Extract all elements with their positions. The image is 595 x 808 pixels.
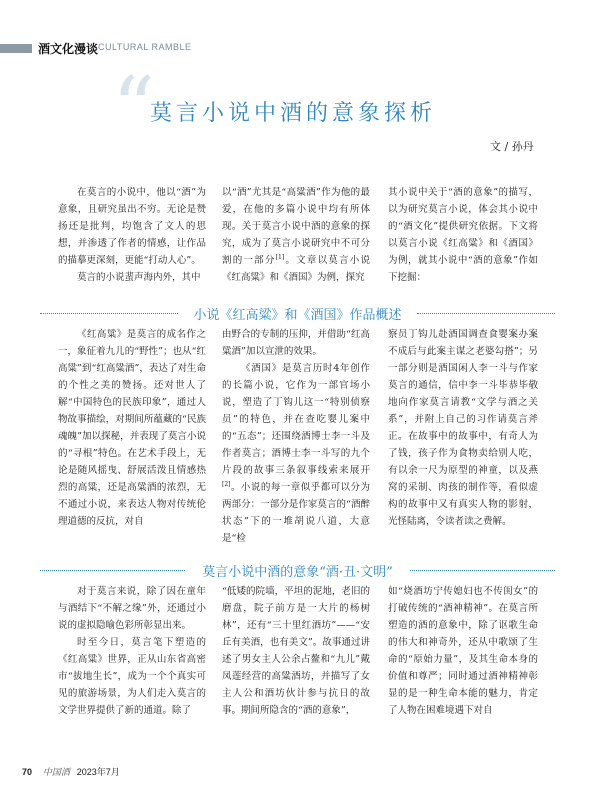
section-heading-text: 莫言小说中酒的意象“酒·丑·文明” bbox=[202, 565, 393, 580]
intro-column-1 bbox=[58, 184, 206, 302]
article-title: 莫言小说中酒的意象探析 bbox=[150, 101, 437, 126]
section1-column-1 bbox=[58, 326, 206, 551]
section2-column-3 bbox=[388, 583, 538, 758]
paragraph: “低矮的院墙，平坦的泥地，老旧的磨盘，院子前方是一大片的杨树林”，还有“三十里红酒坊”——“安丘有美酒，也有美文”。故事通过讲述了男女主人公余占鳌和“九儿”戴凤莲经营的高粱酒坊，并描写了女主人公和酒坊伙计参与抗日的故事。期间所隐含的“酒的意象”， bbox=[222, 586, 370, 716]
issue-date: 2023年7月 bbox=[76, 767, 120, 777]
section-label-english: CULTURAL RAMBLE bbox=[98, 42, 192, 52]
paragraph: 以“酒”尤其是“高粱酒”作为他的最爱，在他的多篇小说中均有所体现。关于莫言小说中酒的意象的探究，成为了莫言小说研究中不可分割的一部分[1]。文章以莫言小说《红高粱》和《酒国》为例，探究 bbox=[222, 187, 370, 283]
section2-column-1 bbox=[58, 583, 206, 758]
intro-column-2 bbox=[222, 184, 370, 302]
citation-marker: [2] bbox=[222, 480, 231, 488]
paragraph: 《红高粱》是莫言的成名作之一，象征着九儿的“野性”；也从“红高粱”到“红高粱酒”，表达了对生命的个性之美的赞扬。还对世人了解“中国特色的民族印象”，通过人物故事描绘，对期间所蕴藏的“民族魂魄”加以探秘，并表现了莫言小说的“寻根”特色。在艺术手段上，无论是随风摇曳、舒展活泼且情感热烈的高粱，还是高粱酒的浓烈，无不通过小说，来表达人物对传统伦理道德的反抗，对自 bbox=[58, 329, 206, 527]
page-footer bbox=[22, 765, 120, 778]
section-label: 酒文化漫谈 bbox=[38, 42, 99, 56]
section-heading-2 bbox=[40, 561, 555, 579]
author-byline: 文 / 孙丹 bbox=[490, 140, 534, 153]
paragraph: 对于莫言来说，除了因在童年与酒结下“不解之缘”外，还通过小说的虚拟隐喻色彩所彰显出来。 bbox=[58, 586, 206, 631]
section2-column-2 bbox=[222, 583, 370, 758]
paragraph: 由野合的专制的压抑，并借助“红高粱酒”加以宣泄的效果。 bbox=[222, 329, 370, 357]
citation-marker: [1] bbox=[275, 253, 285, 261]
paragraph: 察员丁钩儿赴酒国调查食婴案办案不成后与此案主谋之老婆勾搭”；另一部分则是酒国闲人李一斗与作家莫言的通信，信中李一斗毕恭毕敬地向作家莫言请教“文学与酒之关系”，并附上自己的习作请莫言斧正。在故事中的故事中，有奇人为了钱，孩子作为食物卖给别人吃，有以余一尺为原型的神童，以及燕窝的采制、肉孩的制作等，看似虚构的故事中又有真实人物的影射，光怪陆离，令读者读之费解。 bbox=[388, 329, 538, 527]
decorative-quote-mark: “ bbox=[112, 59, 155, 157]
section-heading-text: 小说《红高粱》和《酒国》作品概述 bbox=[193, 308, 402, 323]
paragraph: 《酒国》是莫言历时4年创作的长篇小说，它作为一部官场小说，塑造了丁钩儿这一“特别侦察员”的特色，并在查吃婴儿案中的“五态”；还围绕酒博士李一斗及作者莫言；酒博士李一斗写的九个片段的故事三条叙事线索来展开[2]。小说的每一章似乎都可以分为两部分：一部分是作家莫言的“酒醉状态”下的一堆胡说八道，大意是“检 bbox=[222, 363, 370, 544]
paragraph: 时至今日，莫言笔下塑造的《红高粱》世界，正从山东省高密市“拔地生长”，成为一个个真实可见的旅游场景，为人们走入莫言的文学世界提供了新的通道。除了 bbox=[58, 637, 206, 716]
section1-column-3 bbox=[388, 326, 538, 551]
paragraph: 在莫言的小说中，他以“酒”为意象，且研究虽出不穷。无论是赞扬还是批判，均饱含了文人的思想，并渗透了作者的情感，让作品的描摹更深刻，更能“打动人心”。 bbox=[58, 187, 206, 266]
page-number: 70 bbox=[22, 767, 33, 777]
magazine-name: 中国酒 bbox=[42, 768, 70, 778]
heading-rule-right bbox=[410, 570, 555, 572]
paragraph: 莫言的小说蜚声海内外，其中 bbox=[77, 272, 201, 283]
paragraph: 其小说中关于“酒的意象”的描写，以为研究莫言小说，体会其小说中的“酒文化”提供研究依据。下文将以莫言小说《红高粱》和《酒国》为例，就其小说中“酒的意象”作如下挖掘： bbox=[388, 187, 538, 283]
heading-rule-right bbox=[417, 313, 555, 315]
section-heading-1 bbox=[40, 304, 555, 322]
section1-column-2 bbox=[222, 326, 370, 551]
header-color-bar bbox=[0, 44, 32, 53]
paragraph: 如“烧酒坊宁传媳妇也不传闺女”的打破传统的“酒神精神”。在莫言所塑造的酒的意象中，除了讴歌生命的伟大和神奇外，还从中歌颂了生命的“原始力量”，及其生命本身的价值和尊严；同时通过酒神精神彰显的是一种生命本能的魅力，肯定了人物在困难境遇下对自 bbox=[388, 586, 538, 716]
intro-column-3 bbox=[388, 184, 538, 302]
